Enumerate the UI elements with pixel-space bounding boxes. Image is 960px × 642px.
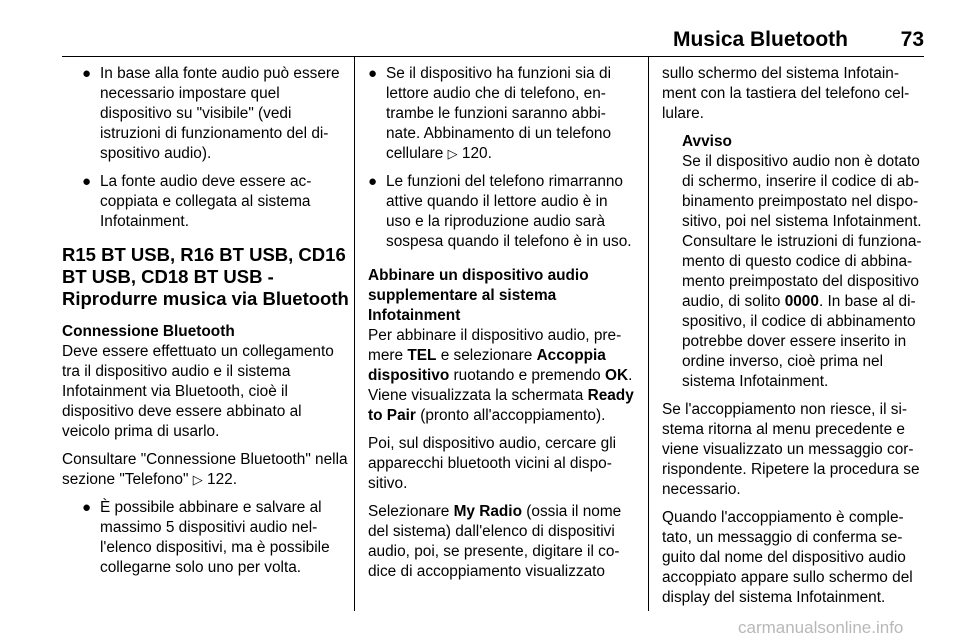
column-3 <box>662 64 926 616</box>
list-item: ● Se il dispositivo ha funzioni sia di lettore audio che di telefono, entrambe le funzioni saranno abbinate. Abbinamento di un telefono cellulare ▷ 120. <box>368 65 612 162</box>
list-item: ● In base alla fonte audio può essere necessario impostare quel dispositivo su "visibile" (vedi istruzioni di funzionamento del dispositivo audio). <box>82 65 340 162</box>
section-heading: R15 BT USB, R16 BT USB, CD16 BT USB, CD18 BT USB - Riprodurre musica via Bluetooth <box>62 244 349 309</box>
note-text: Se il dispositivo audio non è dotato di schermo, inserire il codice di abbinamento preimpostato nel dispositivo, poi nel sistema Infotainment. Consultare le istruzioni di funzionamento di questo codice di abbinamento preimpostato del dispositivo audio, di solito 0000. In base al dispositivo, il codice di abbinamento potrebbe dover essere inserito in ordine inverso, cioè prima nel sistema Infotainment. <box>682 153 922 390</box>
list-item: ● È possibile abbinare e salvare al massimo 5 dispositivi audio nell'elenco dispositivi, ma è possibile collegarne solo uno per volta. <box>82 499 330 576</box>
paragraph: Se l'accoppiamento non riesce, il sistema ritorna al menu precedente e viene visualizzato un messaggio corrispondente. Ripetere la procedura se necessario. <box>662 401 920 498</box>
paragraph: sullo schermo del sistema Infotainment con la tastiera del telefono cellulare. <box>662 65 910 122</box>
bullet-dot-icon: ● <box>82 499 92 516</box>
page-reference-arrow-icon: ▷ <box>192 472 203 487</box>
bullet-dot-icon: ● <box>82 65 92 82</box>
watermark: carmanualsonline.info <box>738 618 904 637</box>
list-item: ● Le funzioni del telefono rimarranno attive quando il lettore audio è in uso e la riproduzione audio sarà sospesa quando il telefono è in uso. <box>368 173 632 250</box>
paragraph: Quando l'accoppiamento è completato, un messaggio di conferma seguito dal nome del dispositivo audio accoppiato appare sullo schermo del display del sistema Infotainment. <box>662 509 913 606</box>
paragraph: Deve essere effettuato un collegamento tra il dispositivo audio e il sistema Infotainment via Bluetooth, cioè il dispositivo deve essere abbinato al veicolo prima di usarlo. <box>62 343 334 440</box>
header-divider <box>62 56 924 57</box>
paragraph: Selezionare My Radio (ossia il nome del sistema) dall'elenco di dispositivi audio, poi, se presente, digitare il codice di accoppiamento visualizzato <box>368 503 622 580</box>
note-title: Avviso <box>682 133 732 150</box>
list-item: ● La fonte audio deve essere accoppiata e collegata al sistema Infotainment. <box>82 173 312 230</box>
ready-to-pair-label: Ready to Pair <box>368 387 634 424</box>
page-reference-link[interactable]: 122. <box>207 471 237 488</box>
bullet-dot-icon: ● <box>368 173 378 190</box>
column-2 <box>368 64 634 590</box>
ok-key-label: OK <box>605 367 629 384</box>
pair-device-menu-label: Accoppia dispositivo <box>368 347 606 384</box>
page-number: 73 <box>900 28 924 51</box>
bullet-dot-icon: ● <box>368 65 378 82</box>
subheading: Connessione Bluetooth <box>62 323 235 340</box>
page-reference-link[interactable]: 120. <box>461 145 492 162</box>
paragraph: Poi, sul dispositivo audio, cercare gli apparecchi bluetooth vicini al dispositivo. <box>368 435 617 492</box>
page-reference-arrow-icon: ▷ <box>447 146 458 161</box>
subheading: Abbinare un dispositivo audio supplementare al sistema Infotainment <box>368 267 589 324</box>
note-box <box>662 132 926 392</box>
page-header <box>0 28 960 58</box>
column-1 <box>62 64 352 586</box>
column-divider-2 <box>648 57 649 611</box>
my-radio-label: My Radio <box>453 503 522 520</box>
tel-key-label: TEL <box>407 347 437 364</box>
column-divider-1 <box>354 57 355 611</box>
paragraph: Per abbinare il dispositivo audio, premere TEL e selezionare Accoppia dispositivo ruotando e premendo OK. Viene visualizzata la schermata Ready to Pair (pronto all'accoppiamento). <box>368 327 634 424</box>
pairing-code: 0000 <box>784 293 819 310</box>
bullet-dot-icon: ● <box>82 173 92 190</box>
page-title: Musica Bluetooth <box>672 28 848 51</box>
paragraph-reference: Consultare "Connessione Bluetooth" nella sezione "Telefono" ▷ 122. <box>62 451 348 488</box>
